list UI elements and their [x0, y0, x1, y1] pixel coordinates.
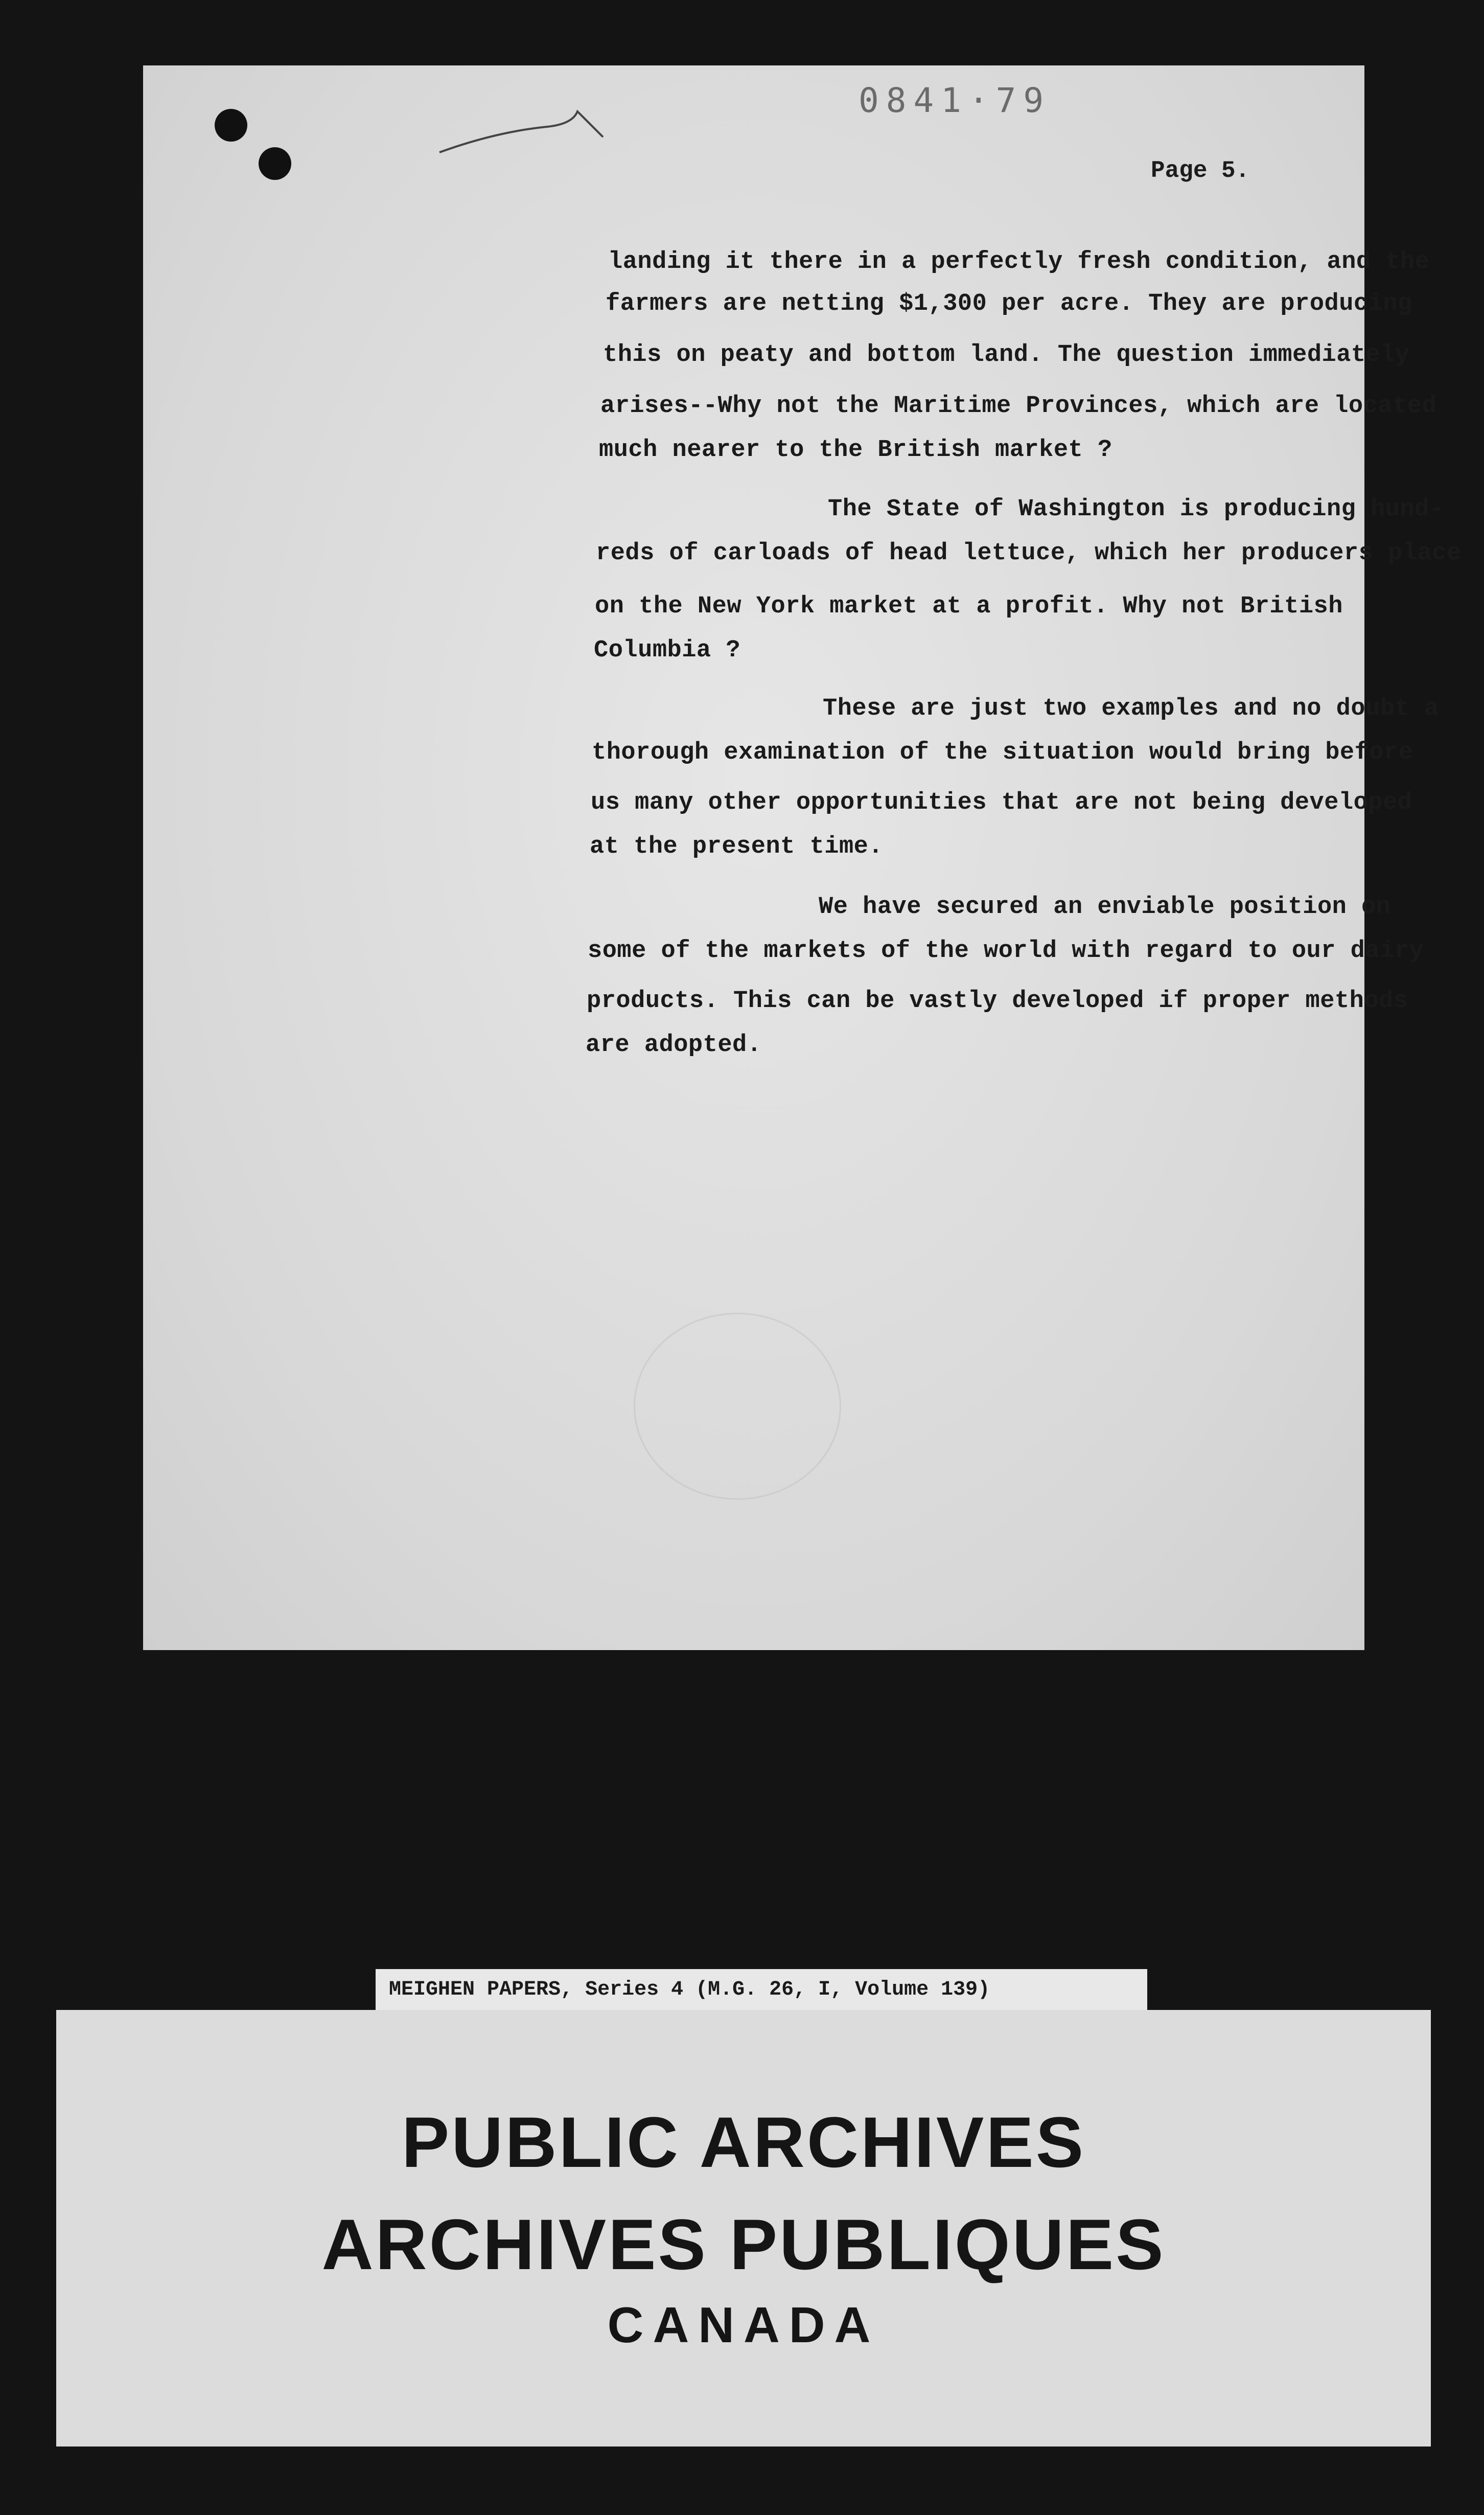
- text-line: are adopted.: [586, 1032, 762, 1059]
- banner-french: ARCHIVES PUBLIQUES: [321, 2204, 1166, 2284]
- series-label-text: MEIGHEN PAPERS, Series 4 (M.G. 26, I, Volume 139): [389, 1978, 990, 2001]
- text-line: farmers are netting $1,300 per acre. They are producing: [606, 290, 1412, 317]
- text-line: products. This can be vastly developed if proper methods: [587, 988, 1408, 1015]
- archive-stamp-number: 0841·79: [859, 81, 1051, 120]
- text-line: thorough examination of the situation would bring before: [592, 739, 1413, 766]
- text-line: at the present time.: [590, 833, 884, 860]
- text-line: We have secured an enviable position on: [819, 894, 1391, 921]
- text-line: us many other opportunities that are not being developed: [591, 789, 1412, 816]
- page-number: Page 5.: [1151, 157, 1250, 184]
- archive-banner: [56, 2010, 1431, 2447]
- punch-hole-bottom: [259, 147, 291, 180]
- series-label: [376, 1969, 1147, 2013]
- text-line: arises--Why not the Maritime Provinces, which are located: [600, 393, 1437, 420]
- text-line: much nearer to the British market ?: [599, 437, 1112, 464]
- text-line: on the New York market at a profit. Why not British: [595, 593, 1343, 620]
- typed-page: [143, 65, 1462, 1650]
- faint-watermark: [634, 1313, 841, 1500]
- punch-hole-top: [215, 109, 247, 142]
- text-line: Columbia ?: [594, 637, 741, 664]
- banner-english: PUBLIC ARCHIVES: [401, 2102, 1086, 2182]
- text-line: The State of Washington is producing hund-: [828, 496, 1444, 523]
- text-line: landing it there in a perfectly fresh condition, and the: [608, 248, 1430, 276]
- text-line: this on peaty and bottom land. The question immediately: [603, 341, 1410, 369]
- text-line: some of the markets of the world with regard to our dairy: [588, 938, 1424, 965]
- text-line: reds of carloads of head lettuce, which her producers place: [596, 540, 1462, 567]
- banner-country: CANADA: [607, 2297, 880, 2353]
- text-line: These are just two examples and no doubt a: [823, 695, 1439, 722]
- pencil-mark: [434, 101, 680, 163]
